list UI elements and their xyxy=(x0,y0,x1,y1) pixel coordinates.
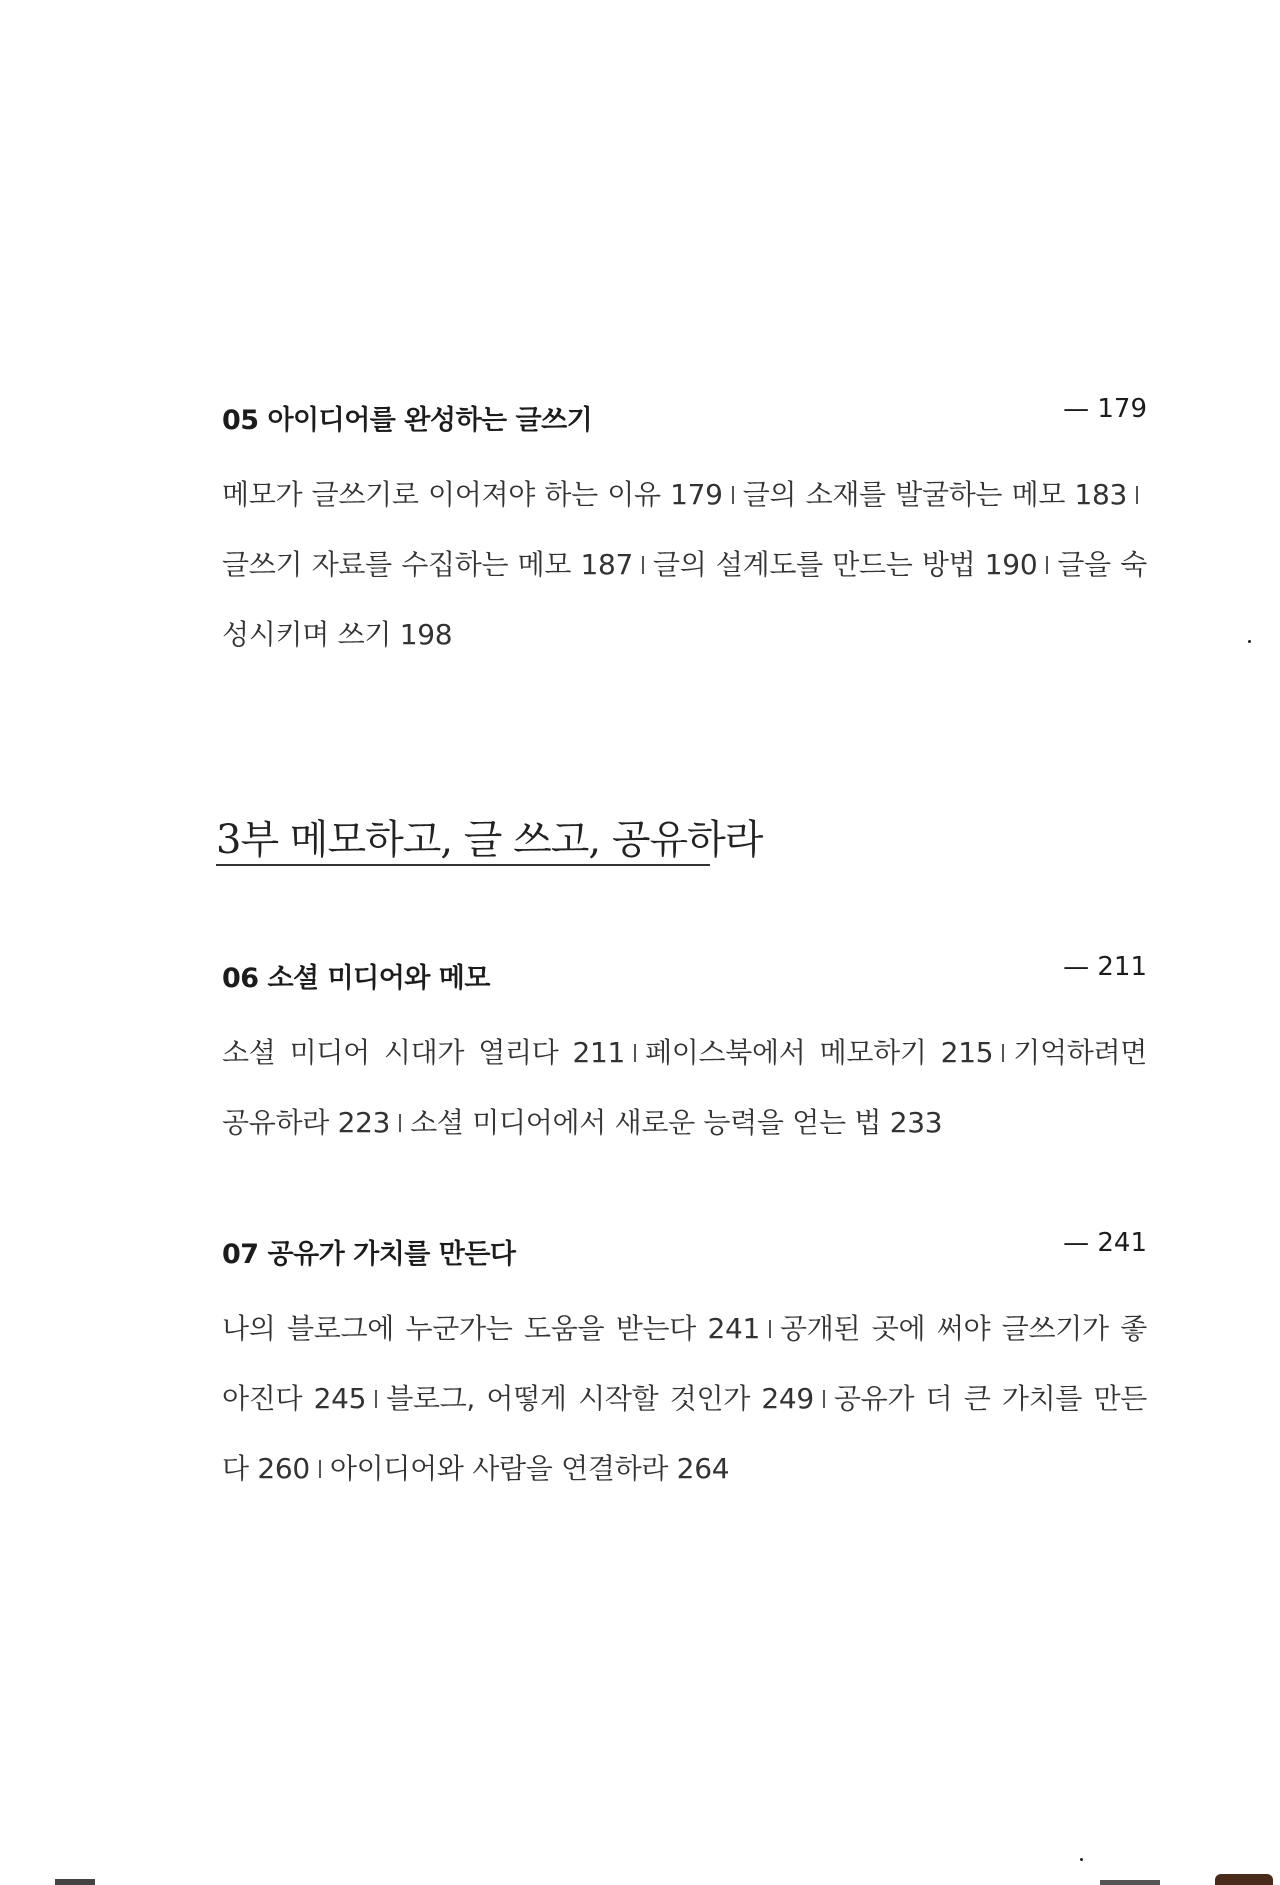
separator xyxy=(769,1320,771,1338)
toc-item: 기억하려면 공유하라 223 xyxy=(222,1036,1147,1139)
chapter-06-title: 06 소셜 미디어와 메모 xyxy=(222,963,490,994)
chapter-05 xyxy=(222,394,1147,670)
separator xyxy=(1002,1044,1004,1062)
chapter-05-page: — 179 xyxy=(1063,394,1147,424)
separator xyxy=(732,486,734,504)
toc-item: 글의 소재를 발굴하는 메모 183 xyxy=(742,478,1127,511)
part-3-underline xyxy=(216,864,710,866)
toc-item: 나의 블로그에 누군가는 도움을 받는다 241 xyxy=(222,1312,761,1345)
separator xyxy=(634,1044,636,1062)
scan-edge-mark xyxy=(1100,1880,1160,1885)
separator xyxy=(642,556,644,574)
chapter-06-page: — 211 xyxy=(1063,952,1147,982)
separator xyxy=(375,1390,377,1408)
chapter-06-items xyxy=(222,1018,1147,1158)
toc-item: 공유가 더 큰 가치를 만든다 260 xyxy=(222,1382,1147,1485)
chapter-06 xyxy=(222,952,1147,1158)
separator xyxy=(823,1390,825,1408)
toc-item: 글의 설계도를 만드는 방법 190 xyxy=(653,548,1038,581)
toc-item: 소셜 미디어 시대가 열리다 211 xyxy=(222,1036,626,1069)
toc-item: 아이디어와 사람을 연결하라 264 xyxy=(329,1452,730,1485)
scan-edge-mark xyxy=(1215,1874,1273,1885)
scan-edge-mark xyxy=(55,1879,95,1885)
chapter-07-header xyxy=(222,1228,1147,1276)
scan-speck xyxy=(1248,640,1251,643)
toc-item: 페이스북에서 메모하기 215 xyxy=(645,1036,994,1069)
separator xyxy=(399,1114,401,1132)
chapter-07-items xyxy=(222,1294,1147,1504)
toc-item: 메모가 글쓰기로 이어져야 하는 이유 179 xyxy=(222,478,723,511)
scan-speck xyxy=(1080,1858,1083,1861)
toc-item: 공개된 곳에 써야 글쓰기가 좋아진다 245 xyxy=(222,1312,1147,1415)
toc-item: 글을 숙성시키며 쓰기 198 xyxy=(222,548,1147,651)
part-3-title: 3부 메모하고, 글 쓰고, 공유하라 xyxy=(216,817,763,863)
chapter-05-title: 05 아이디어를 완성하는 글쓰기 xyxy=(222,405,593,436)
toc-item: 블로그, 어떻게 시작할 것인가 249 xyxy=(386,1382,814,1415)
separator xyxy=(319,1460,321,1478)
chapter-07-title: 07 공유가 가치를 만든다 xyxy=(222,1239,516,1270)
separator xyxy=(1136,486,1138,504)
toc-item: 소셜 미디어에서 새로운 능력을 얻는 법 233 xyxy=(410,1106,943,1139)
chapter-06-header xyxy=(222,952,1147,1000)
toc-item: 글쓰기 자료를 수집하는 메모 187 xyxy=(222,548,634,581)
chapter-05-items xyxy=(222,460,1147,670)
chapter-07-page: — 241 xyxy=(1063,1228,1147,1258)
chapter-05-header xyxy=(222,394,1147,442)
separator xyxy=(1046,556,1048,574)
chapter-07 xyxy=(222,1228,1147,1504)
